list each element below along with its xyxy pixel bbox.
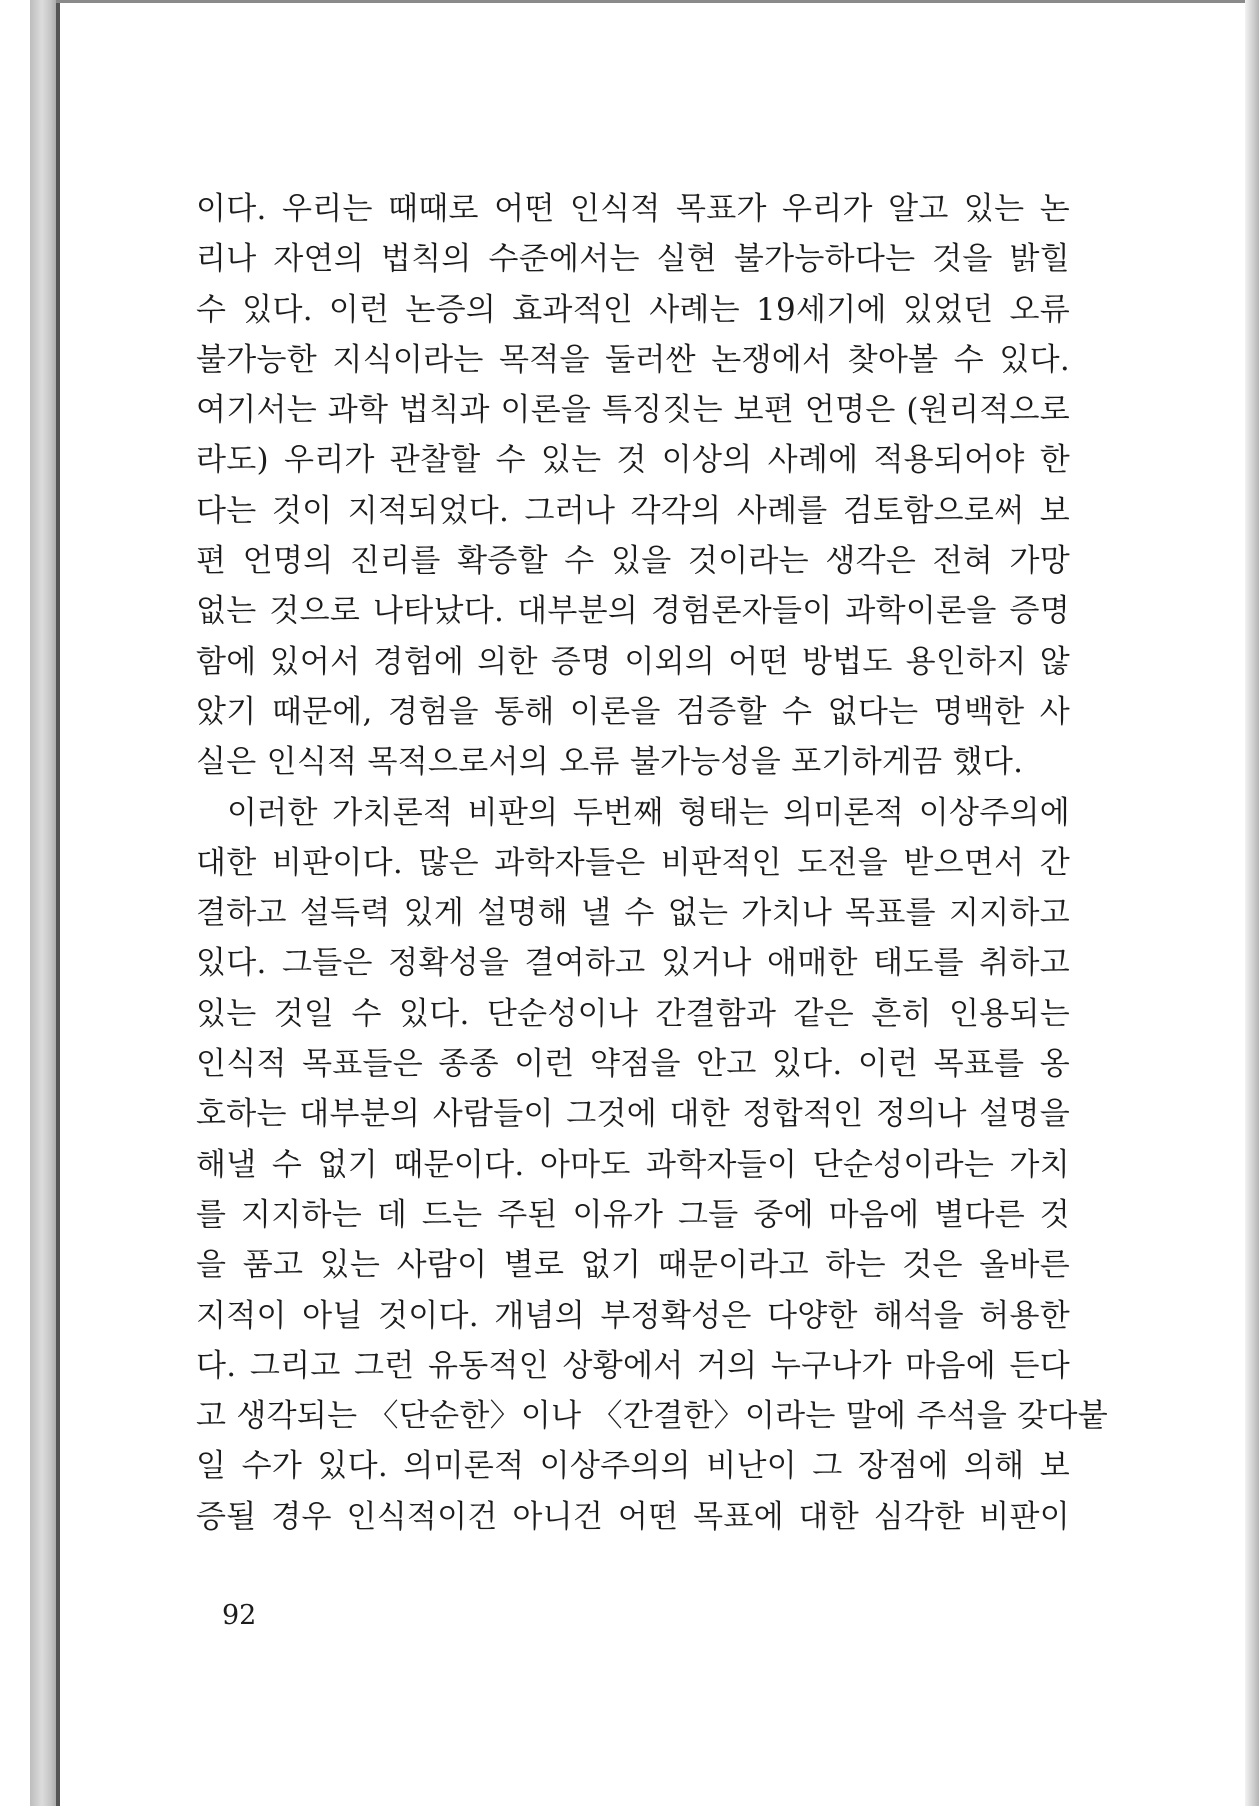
text-line: 여기서는 과학 법칙과 이론을 특징짓는 보편 언명은 (원리적으로 xyxy=(196,392,1070,429)
text-line: 함에 있어서 경험에 의한 증명 이외의 어떤 방법도 용인하지 않 xyxy=(196,643,1070,680)
body-text xyxy=(196,184,1109,1542)
text-line: 다는 것이 지적되었다. 그러나 각각의 사례를 검토함으로써 보 xyxy=(196,492,1070,529)
text-line: 다. 그리고 그런 유동적인 상황에서 거의 누구나가 마음에 든다 xyxy=(196,1347,1070,1384)
text-line: 있다. 그들은 정확성을 결여하고 있거나 애매한 태도를 취하고 xyxy=(196,945,1070,982)
text-line: 이러한 가치론적 비판의 두번째 형태는 의미론적 이상주의에 xyxy=(227,794,1070,831)
page-number: 92 xyxy=(222,1600,257,1631)
text-line: 인식적 목표들은 종종 이런 약점을 안고 있다. 이런 목표를 옹 xyxy=(196,1046,1070,1083)
text-line: 를 지지하는 데 드는 주된 이유가 그들 중에 마음에 별다른 것 xyxy=(196,1196,1070,1233)
text-line: 불가능한 지식이라는 목적을 둘러싼 논쟁에서 찾아볼 수 있다. xyxy=(196,341,1070,378)
text-line: 을 품고 있는 사람이 별로 없기 때문이라고 하는 것은 올바른 xyxy=(196,1247,1070,1284)
text-line: 수 있다. 이런 논증의 효과적인 사례는 19세기에 있었던 오류 xyxy=(196,291,1070,328)
text-line: 없는 것으로 나타났다. 대부분의 경험론자들이 과학이론을 증명 xyxy=(196,593,1070,630)
text-line: 결하고 설득력 있게 설명해 낼 수 없는 가치나 목표를 지지하고 xyxy=(196,895,1070,932)
text-line: 해낼 수 없기 때문이다. 아마도 과학자들이 단순성이라는 가치 xyxy=(196,1146,1070,1183)
text-line: 고 생각되는 〈단순한〉이나 〈간결한〉이라는 말에 주석을 갖다붙 xyxy=(196,1398,1109,1435)
text-line: 이다. 우리는 때때로 어떤 인식적 목표가 우리가 알고 있는 논 xyxy=(196,191,1070,227)
text-line: 지적이 아닐 것이다. 개념의 부정확성은 다양한 해석을 허용한 xyxy=(196,1297,1070,1334)
text-line: 증될 경우 인식적이건 아니건 어떤 목표에 대한 심각한 비판이 xyxy=(196,1498,1070,1535)
text-line: 리나 자연의 법칙의 수준에서는 실현 불가능하다는 것을 밝힐 xyxy=(196,241,1070,278)
text-line: 호하는 대부분의 사람들이 그것에 대한 정합적인 정의나 설명을 xyxy=(196,1096,1070,1133)
text-line: 라도) 우리가 관찰할 수 있는 것 이상의 사례에 적용되어야 한 xyxy=(196,442,1070,479)
text-line: 있는 것일 수 있다. 단순성이나 간결함과 같은 흔히 인용되는 xyxy=(196,995,1070,1032)
text-line: 실은 인식적 목적으로서의 오류 불가능성을 포기하게끔 했다. xyxy=(196,744,1024,781)
page-right-edge xyxy=(1245,0,1259,1806)
text-line: 았기 때문에, 경험을 통해 이론을 검증할 수 없다는 명백한 사 xyxy=(196,693,1070,730)
text-line: 일 수가 있다. 의미론적 이상주의의 비난이 그 장점에 의해 보 xyxy=(196,1448,1070,1485)
text-line: 대한 비판이다. 많은 과학자들은 비판적인 도전을 받으면서 간 xyxy=(196,844,1070,881)
text-line: 편 언명의 진리를 확증할 수 있을 것이라는 생각은 전혀 가망 xyxy=(196,543,1070,580)
